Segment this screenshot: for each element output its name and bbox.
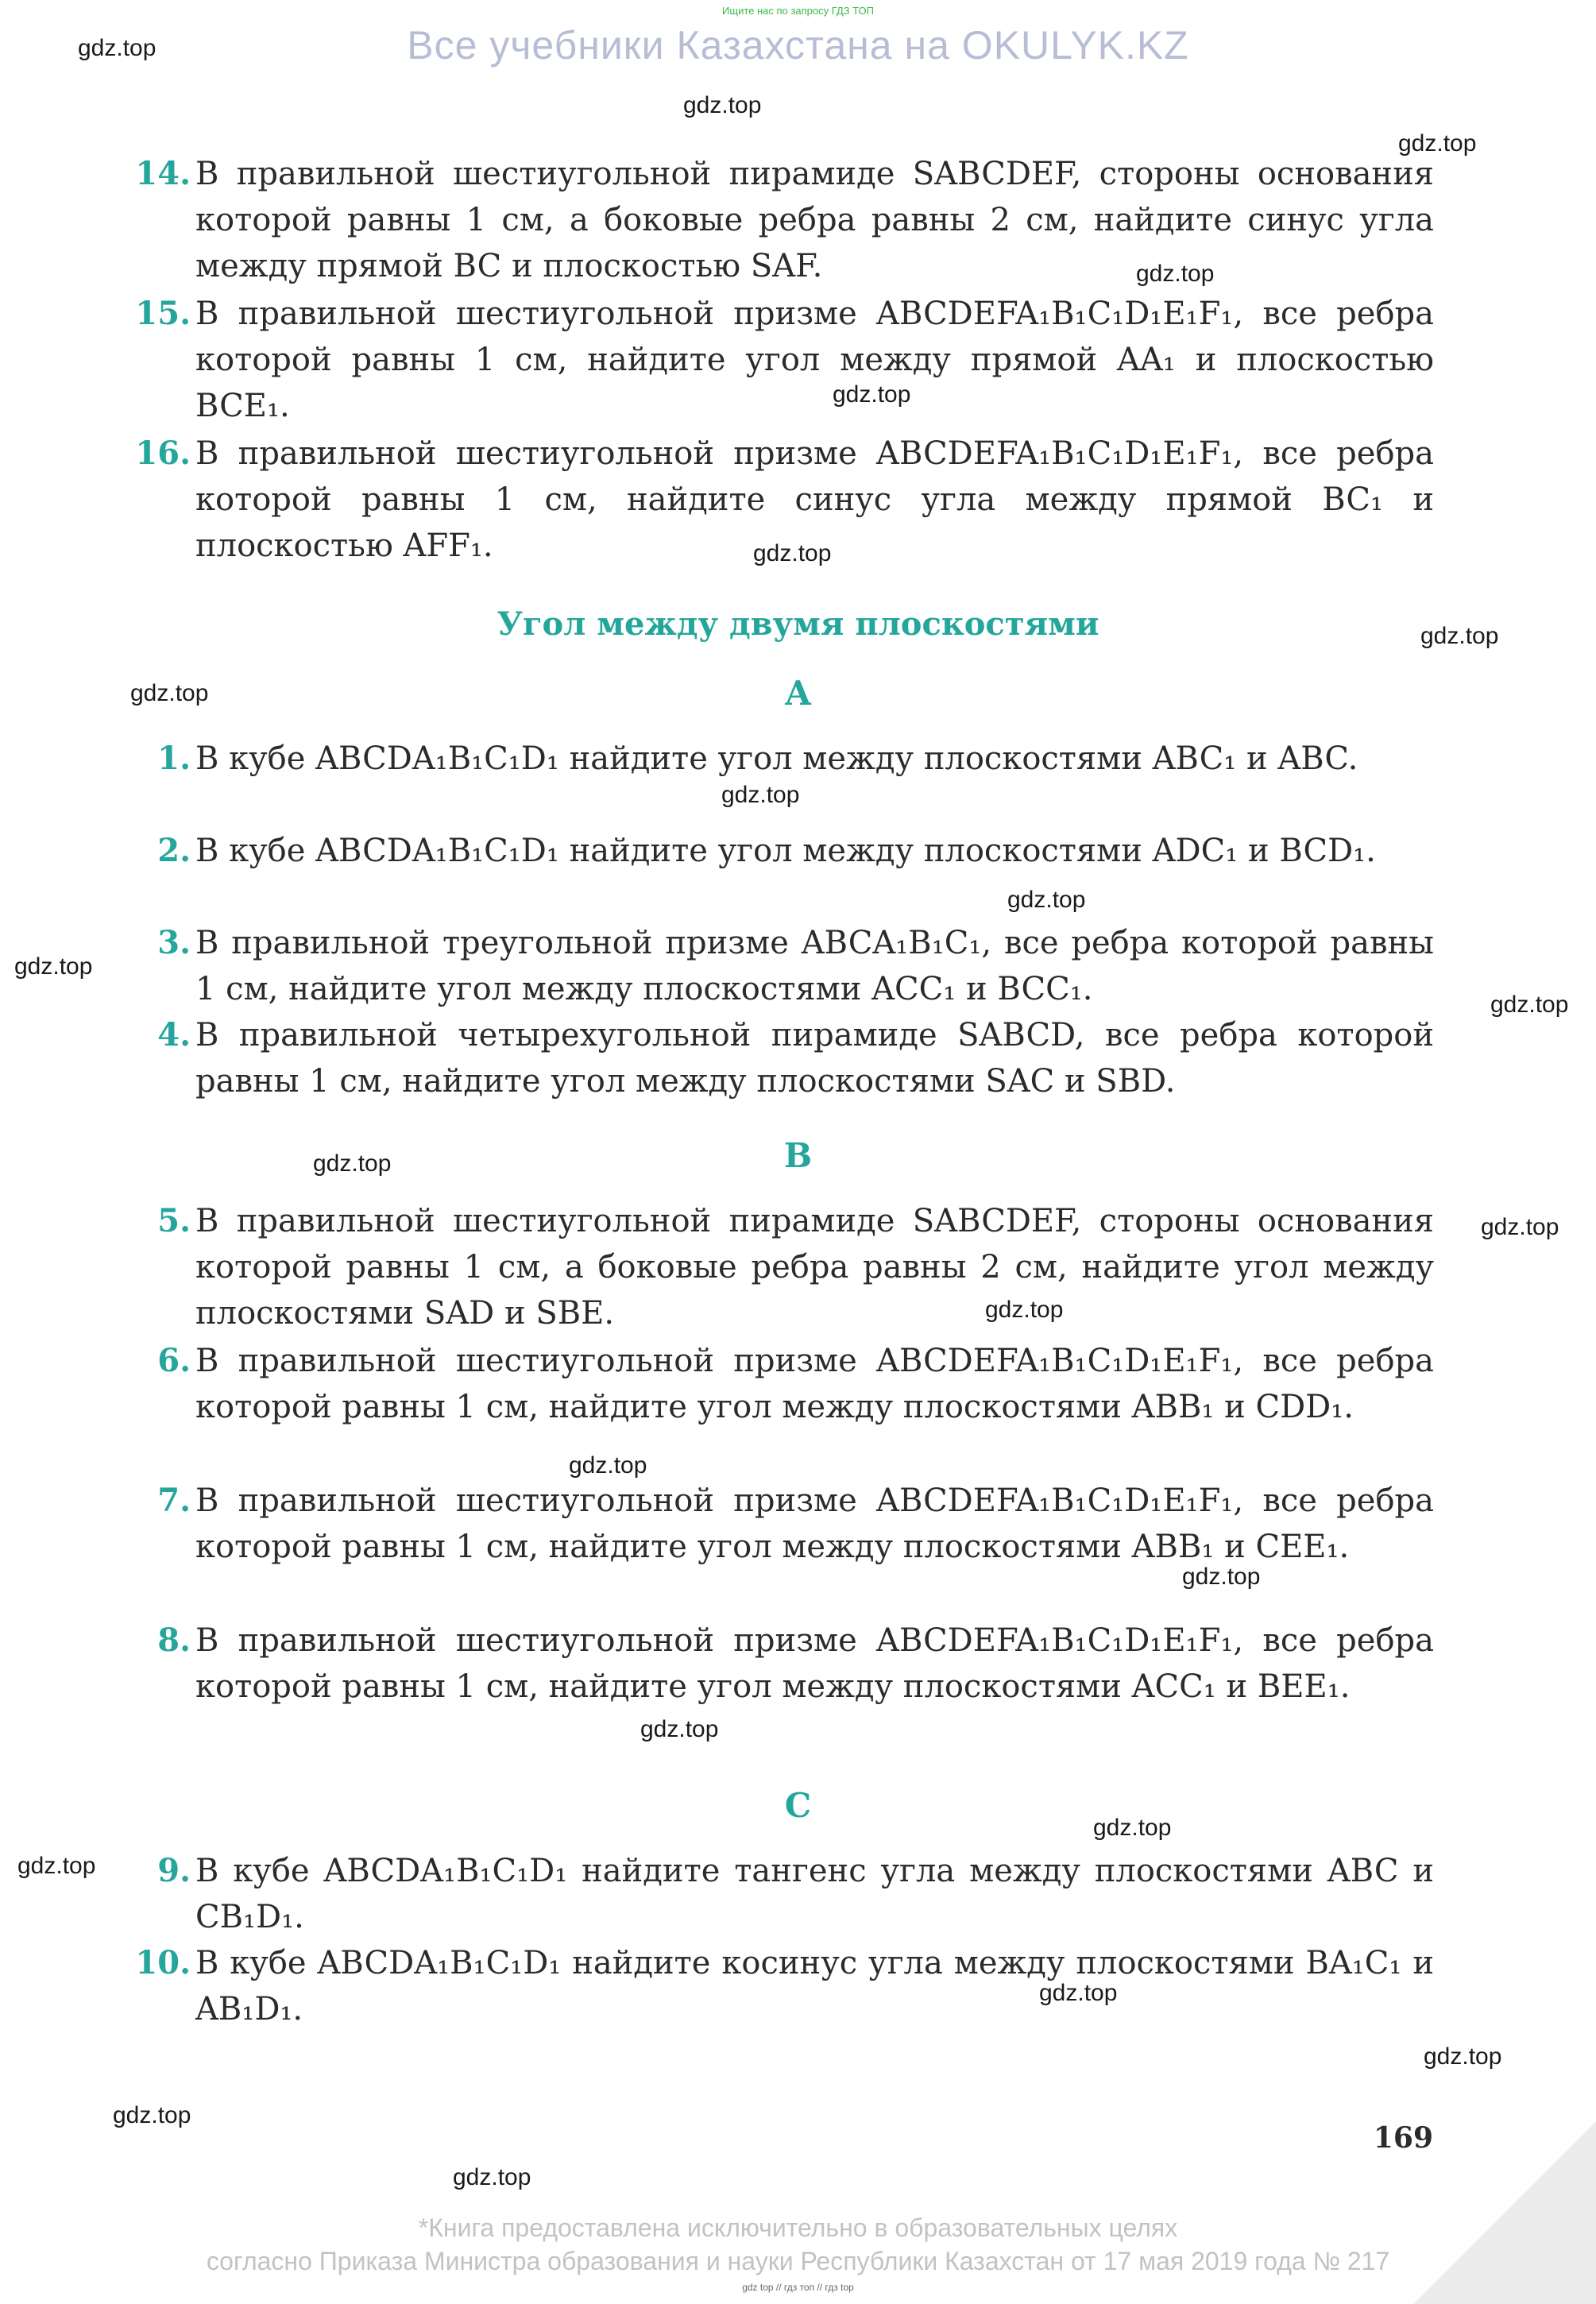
problem-text: В кубе ABCDA₁B₁C₁D₁ найдите косинус угла между плоскостями BA₁C₁ и AB₁D₁.	[195, 1945, 1434, 2028]
problem-number: 2.	[157, 832, 191, 869]
section-title: Угол между двумя плоскостями	[497, 605, 1099, 643]
watermark: gdz.top	[985, 1297, 1064, 1323]
problem-number: 7.	[157, 1482, 191, 1519]
watermark: gdz.top	[130, 680, 209, 706]
watermark: gdz.top	[1039, 1980, 1118, 2006]
watermark: gdz.top	[753, 540, 832, 566]
watermark: gdz.top	[453, 2164, 531, 2190]
footer-tiny-watermark: gdz top // гдз топ // гдз top	[742, 2282, 854, 2293]
problem-text: В кубе ABCDA₁B₁C₁D₁ найдите угол между плоскостями ADC₁ и BCD₁.	[195, 833, 1376, 869]
watermark: gdz.top	[1136, 261, 1215, 287]
site-title-banner: Все учебники Казахстана на OKULYK.KZ	[407, 23, 1189, 68]
level-b-heading: B	[783, 1136, 813, 1175]
level-c-heading: C	[784, 1786, 812, 1825]
level-a-heading: A	[785, 674, 811, 713]
watermark: gdz.top	[1420, 623, 1499, 649]
problem-number: 5.	[157, 1202, 191, 1239]
problem-text: В правильной четырехугольной пирамиде SABCD, все ребра которой равны 1 см, найдите угол между плоскостями SAC и SBD.	[195, 1017, 1434, 1100]
watermark: gdz.top	[1490, 992, 1569, 1018]
problem-number: 4.	[157, 1016, 191, 1053]
problem-text: В правильной шестиугольной призме ABCDEFA₁B₁C₁D₁E₁F₁, все ребра которой равны 1 см, найдите угол между плоскостями ACC₁ и BEE₁.	[195, 1622, 1434, 1705]
problem-number: 3.	[157, 924, 191, 961]
watermark: gdz.top	[833, 381, 911, 408]
problem-number: 9.	[157, 1852, 191, 1889]
watermark: gdz.top	[569, 1452, 647, 1479]
problem-text: В правильной шестиугольной призме ABCDEFA₁B₁C₁D₁E₁F₁, все ребра которой равны 1 см, найдите синус угла между прямой BC₁ и плоскостью AFF₁.	[195, 435, 1434, 564]
problem-text: В кубе ABCDA₁B₁C₁D₁ найдите угол между плоскостями ABC₁ и ABC.	[195, 740, 1358, 777]
problem-text: В кубе ABCDA₁B₁C₁D₁ найдите тангенс угла между плоскостями ABC и CB₁D₁.	[195, 1853, 1434, 1935]
problem-text: В правильной шестиугольной пирамиде SABCDEF, стороны основания которой равны 1 см, а боковые ребра равны 2 см, найдите угол между плоскостями SAD и SBE.	[195, 1203, 1434, 1332]
watermark: gdz.top	[1093, 1815, 1172, 1841]
problem-text: В правильной шестиугольной пирамиде SABCDEF, стороны основания которой равны 1 см, а боковые ребра равны 2 см, найдите синус угла между прямой BC и плоскостью SAF.	[195, 156, 1434, 284]
top-search-note: Ищите нас по запросу ГДЗ ТОП	[722, 5, 874, 17]
watermark: gdz.top	[113, 2102, 191, 2128]
watermark: gdz.top	[1481, 1214, 1559, 1240]
page-number: 169	[1373, 2121, 1433, 2155]
problem-number: 6.	[157, 1342, 191, 1379]
footer-disclaimer-line1: *Книга предоставлена исключительно в образовательных целях	[418, 2213, 1178, 2242]
problem-number: 1.	[157, 740, 191, 777]
watermark: gdz.top	[1398, 130, 1477, 157]
watermark: gdz.top	[78, 35, 157, 61]
watermark: gdz.top	[721, 782, 800, 808]
watermark: gdz.top	[313, 1150, 392, 1177]
watermark: gdz.top	[1007, 887, 1086, 913]
problem-number: 16.	[135, 435, 191, 472]
watermark: gdz.top	[14, 953, 93, 980]
watermark: gdz.top	[17, 1853, 96, 1879]
problem-text: В правильной шестиугольной призме ABCDEFA₁B₁C₁D₁E₁F₁, все ребра которой равны 1 см, найдите угол между прямой AA₁ и плоскостью BCE₁.	[195, 296, 1434, 424]
footer-disclaimer-line2: согласно Приказа Министра образования и науки Республики Казахстан от 17 мая 2019 года № 217	[206, 2247, 1390, 2275]
problem-text: В правильной шестиугольной призме ABCDEFA₁B₁C₁D₁E₁F₁, все ребра которой равны 1 см, найдите угол между плоскостями ABB₁ и CEE₁.	[195, 1483, 1434, 1565]
problem-text: В правильной треугольной призме ABCA₁B₁C₁, все ребра которой равны 1 см, найдите угол между плоскостями ACC₁ и BCC₁.	[195, 925, 1434, 1007]
watermark: gdz.top	[1424, 2043, 1502, 2070]
watermark: gdz.top	[683, 92, 762, 118]
problem-text: В правильной шестиугольной призме ABCDEFA₁B₁C₁D₁E₁F₁, все ребра которой равны 1 см, найдите угол между плоскостями ABB₁ и CDD₁.	[195, 1343, 1434, 1425]
watermark: gdz.top	[1182, 1564, 1261, 1590]
problem-number: 15.	[135, 295, 191, 332]
watermark: gdz.top	[640, 1716, 719, 1742]
problem-number: 10.	[135, 1944, 191, 1981]
page-corner-shadow	[1413, 2121, 1596, 2304]
problem-number: 8.	[157, 1622, 191, 1659]
problem-number: 14.	[135, 155, 191, 192]
